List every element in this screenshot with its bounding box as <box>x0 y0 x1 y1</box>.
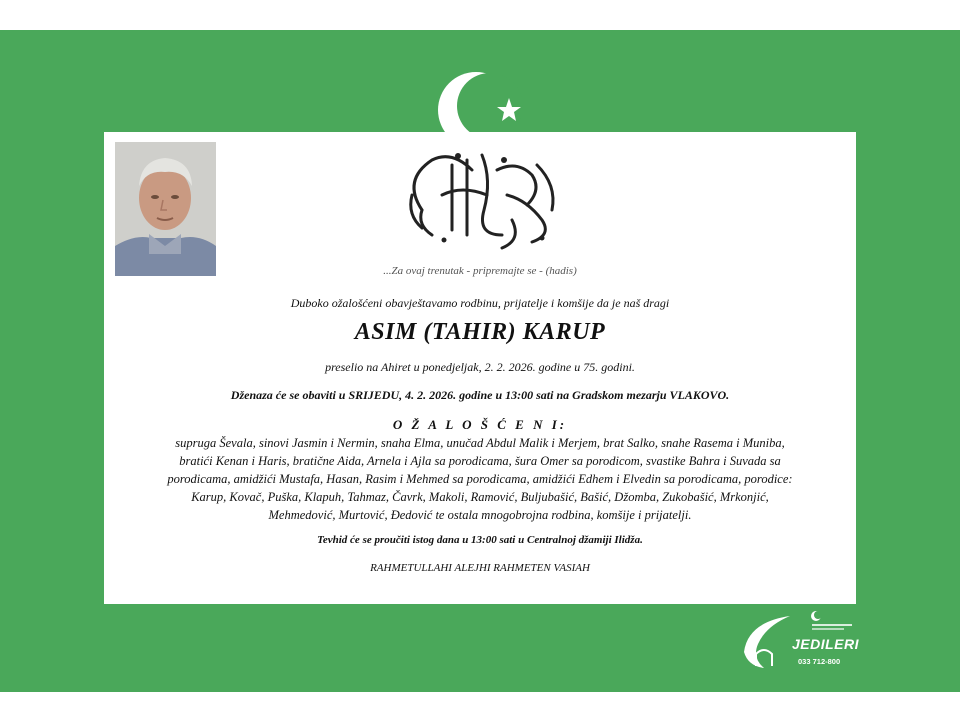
mourners-title: O Ž A L O Š Ć E N I: <box>392 417 568 432</box>
arabic-calligraphy-icon <box>392 140 572 260</box>
funeral-info: Dženaza će se obaviti u SRIJEDU, 4. 2. 2026. godine u 13:00 sati na Gradskom mezarju VLAKOVO. <box>230 388 730 402</box>
tevhid-info: Tevhid će se proučiti istog dana u 13:00 sati u Centralnoj džamiji Ilidža. <box>317 534 643 546</box>
mourners-line: bratići Kenan i Haris, bratične Aida, Arnela i Ajla sa porodicama, šura Omer sa porodicom, svastike Bahra i Suvada sa <box>179 454 781 468</box>
hadith-quote: ...Za ovaj trenutak - pripremajte se - (hadis) <box>383 265 577 277</box>
mourners-line: Karup, Kovač, Puška, Klapuh, Tahmaz, Čavrk, Makoli, Ramović, Buljubašić, Bašić, Džomba, Zukobašić, Mrkonjić, <box>191 490 769 504</box>
mourners-line: Mehmedović, Murtović, Đedović te ostala mnogobrojna rodbina, komšije i prijatelji. <box>268 508 692 522</box>
mourners-line: porodicama, amidžići Mustafa, Hasan, Rasim i Mehmed sa porodicama, amidžići Edhem i Elvedin sa porodicama, porodice: <box>167 472 793 486</box>
logo-name: JEDILERI <box>792 636 860 652</box>
deceased-name: ASIM (TAHIR) KARUP <box>354 319 606 345</box>
deceased-photo <box>115 142 216 276</box>
closing-prayer: RAHMETULLAHI ALEJHI RAHMETEN VASIAH <box>370 562 590 574</box>
passing-text: preselio na Ahiret u ponedjeljak, 2. 2. 2026. godine u 75. godini. <box>325 360 635 374</box>
obituary-card <box>104 132 856 604</box>
logo-phone: 033 712-800 <box>798 657 841 666</box>
intro-text: Duboko ožalošćeni obavještavamo rodbinu, prijatelje i komšije da je naš dragi <box>290 296 670 310</box>
mourners-line: supruga Ševala, sinovi Jasmin i Nermin, snaha Elma, unučad Abdul Malik i Merjem, brat Salko, snahe Rasema i Muniba, <box>175 436 785 450</box>
mourners-list <box>120 434 840 524</box>
